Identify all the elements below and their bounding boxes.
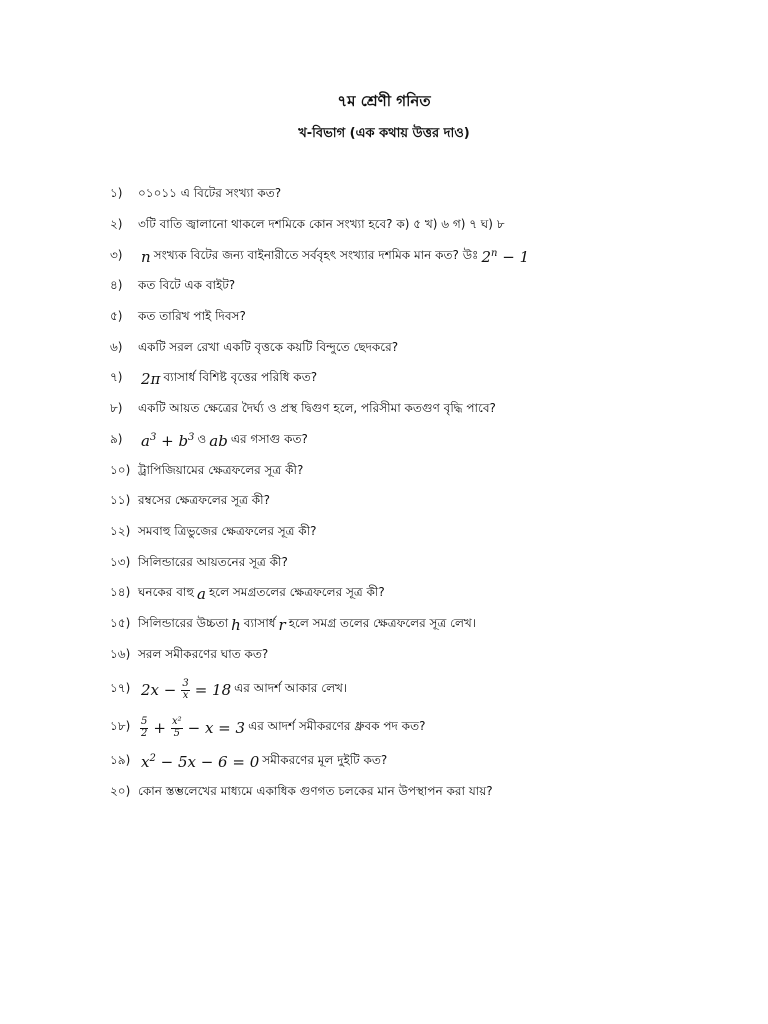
question-number: ১৩) [110,554,131,569]
question-18 [110,709,750,747]
question-10 [110,456,750,487]
question-1 [110,180,750,211]
question-text: এর গসাগু কত? [230,431,308,446]
question-number: ২) [110,217,123,232]
question-5 [110,303,750,334]
question-number: ৮) [110,401,123,416]
question-text: সংখ্যক বিটের জন্য বাইনারীতে সর্ববৃহৎ সংখ্যার দশমিক মান কত? উঃ [153,247,479,262]
math-variable: h [231,615,241,634]
math-operator: + [153,719,166,737]
question-text: হলে সমগ্র তলের ক্ষেত্রফলের সূত্র লেখ। [288,615,477,630]
question-text: হলে সমগ্রতলের ক্ষেত্রফলের সূত্র কী? [208,585,385,600]
question-number: ১০) [110,462,131,477]
question-text: একটি সরল রেখা একটি বৃত্তকে কয়টি বিন্দুতে ছেদকরে? [138,339,399,354]
question-8 [110,395,750,426]
question-number: ১৬) [110,646,131,661]
question-number: ৪) [110,278,123,293]
question-15 [110,610,750,641]
question-number: ৫) [110,309,123,324]
question-2 [110,211,750,242]
question-11 [110,487,750,518]
question-text-prefix: ঘনকের বাহু [138,585,195,600]
question-text: ব্যাসার্ধ বিশিষ্ট বৃত্তের পরিধি কত? [163,370,318,385]
question-list [110,180,750,808]
question-13 [110,548,750,579]
question-16 [110,640,750,671]
question-4 [110,272,750,303]
question-text: সমীকরণের মূল দুইটি কত? [262,753,388,768]
question-text: ট্রাপিজিয়ামের ক্ষেত্রফলের সূত্র কী? [138,462,304,477]
math-fraction: $\frac{5}{2}$ [141,716,148,739]
question-number: ১৯) [110,753,131,768]
question-number: ১) [110,186,123,201]
question-number: ১৭) [110,681,131,695]
math-fraction: $\frac{3}{x}$ [182,678,189,701]
question-14 [110,579,750,610]
math-expression: $a^3 + b^3$ [141,431,195,450]
math-variable: n [141,247,151,266]
question-text: এর আদর্শ আকার লেখ। [234,681,348,695]
math-expression: = 18 [194,681,232,699]
question-6 [110,333,750,364]
question-number: ৩) [110,247,123,262]
question-number: ১৫) [110,615,131,630]
question-number: ১২) [110,523,131,538]
question-number: ১৪) [110,585,131,600]
question-text-middle: ব্যাসার্ধ [243,615,276,630]
question-19 [110,747,750,778]
math-expression: − x = 3 [187,719,246,737]
question-number: ৭) [110,370,123,385]
question-text: ৩টি বাতি জ্বালানো থাকলে দশমিকে কোন সংখ্যা হবে? ক) ৫ খ) ৬ গ) ৭ ঘ) ৮ [138,217,505,232]
page-title: ৭ম শ্রেণী গনিত [337,92,431,110]
question-17 [110,671,750,709]
question-number: ৯) [110,431,123,446]
question-text: কোন স্তম্ভলেখের মাধ্যমে একাধিক গুণগত চলকের মান উপস্থাপন করা যায়? [138,784,493,799]
question-text: সমবাহু ত্রিভুজের ক্ষেত্রফলের সূত্র কী? [138,523,317,538]
question-7 [110,364,750,395]
question-12 [110,518,750,549]
question-text: রম্বসের ক্ষেত্রফলের সূত্র কী? [138,493,270,508]
question-9 [110,426,750,457]
question-number: ২০) [110,784,131,799]
math-expression: $2^n - 1$ [481,247,530,266]
question-text: সিলিন্ডারের আয়তনের সূত্র কী? [138,554,288,569]
conjunction-text: ও [197,431,207,446]
math-fraction: $\frac{\text{x²}}{5}$ [171,716,182,739]
question-number: ১১) [110,493,131,508]
math-expression: 2π [141,370,161,389]
question-3 [110,241,750,272]
math-expression: 2x − [141,681,177,699]
question-text: সরল সমীকরণের ঘাত কত? [138,646,269,661]
math-expression: ab [209,431,228,450]
question-number: ১৮) [110,719,131,733]
question-text: কত তারিখ পাই দিবস? [138,309,246,324]
math-expression: $x^2 - 5x - 6 = 0$ [141,753,260,772]
section-subtitle: খ-বিভাগ (এক কথায় উত্তর দাও) [298,126,470,141]
question-text: এর আদর্শ সমীকরণের ধ্রুবক পদ কত? [248,719,426,733]
math-variable: a [197,585,206,604]
math-variable: r [278,615,286,634]
question-20 [110,778,750,809]
question-number: ৬) [110,339,123,354]
question-text-prefix: সিলিন্ডারের উচ্চতা [138,615,229,630]
question-text: ০১০১১ এ বিটের সংখ্যা কত? [138,186,282,201]
question-text: একটি আয়ত ক্ষেত্রের দৈর্ঘ্য ও প্রস্থ দ্বিগুণ হলে, পরিসীমা কতগুণ বৃদ্ধি পাবে? [138,401,496,416]
question-text: কত বিটে এক বাইট? [138,278,236,293]
